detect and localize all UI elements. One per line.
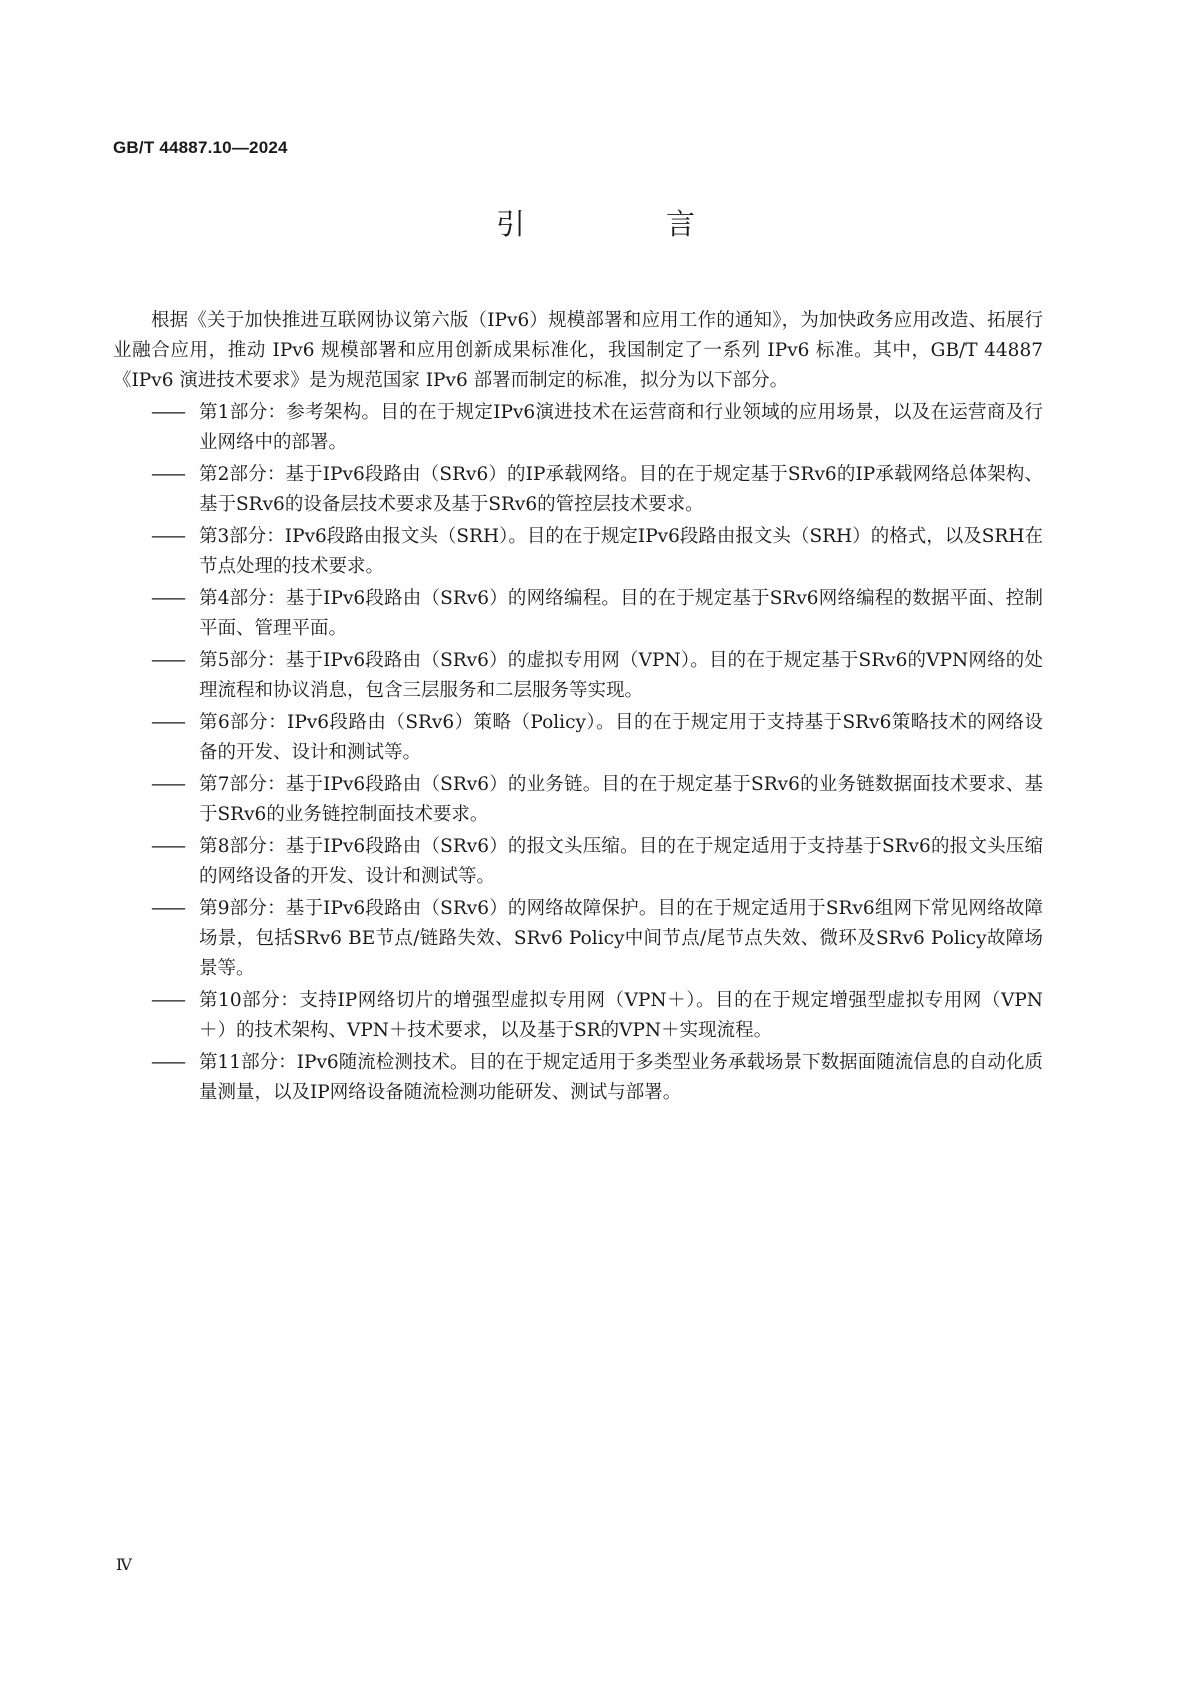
list-item — [113, 986, 1043, 1046]
list-dash: —— — [151, 588, 184, 609]
list-item — [113, 770, 1043, 830]
page-number: Ⅳ — [116, 1555, 131, 1574]
list-item-text: 第5部分：基于IPv6段路由（SRv6）的虚拟专用网（VPN）。目的在于规定基于SRv6的VPN网络的处理流程和协议消息，包含三层服务和二层服务等实现。 — [199, 650, 1043, 701]
list-item — [113, 894, 1043, 984]
list-item-text: 第7部分：基于IPv6段路由（SRv6）的业务链。目的在于规定基于SRv6的业务链数据面技术要求、基于SRv6的业务链控制面技术要求。 — [199, 774, 1043, 825]
list-item-text: 第3部分：IPv6段路由报文头（SRH）。目的在于规定IPv6段路由报文头（SRH）的格式，以及SRH在节点处理的技术要求。 — [199, 526, 1043, 577]
list-item — [113, 398, 1043, 458]
list-item-text: 第9部分：基于IPv6段路由（SRv6）的网络故障保护。目的在于规定适用于SRv6组网下常见网络故障场景，包括SRv6 BE节点/链路失效、SRv6 Policy中间节点/尾节点失效、微环及SRv6 Policy故障场景等。 — [199, 898, 1043, 979]
list-dash: —— — [151, 898, 184, 919]
list-dash: —— — [151, 650, 184, 671]
list-dash: —— — [151, 1052, 184, 1073]
list-item — [113, 1048, 1043, 1108]
list-dash: —— — [151, 712, 184, 733]
list-item-text: 第6部分：IPv6段路由（SRv6）策略（Policy）。目的在于规定用于支持基于SRv6策略技术的网络设备的开发、设计和测试等。 — [199, 712, 1043, 763]
page-title: 引 言 — [495, 207, 751, 241]
list-item — [113, 584, 1043, 644]
intro-paragraph: 根据《关于加快推进互联网协议第六版（IPv6）规模部署和应用工作的通知》，为加快政务应用改造、拓展行业融合应用，推动 IPv6 规模部署和应用创新成果标准化，我国制定了一系列 IPv6 标准。其中，GB/T 44887《IPv6 演进技术要求》是为规范国家 IPv6 部署而制定的标准，拟分为以下部分。 — [113, 310, 1043, 391]
document-body — [113, 306, 1043, 1110]
list-item-text: 第4部分：基于IPv6段路由（SRv6）的网络编程。目的在于规定基于SRv6网络编程的数据平面、控制平面、管理平面。 — [199, 588, 1043, 639]
list-dash: —— — [151, 836, 184, 857]
parts-list — [113, 398, 1043, 1108]
standard-code: GB/T 44887.10—2024 — [113, 138, 288, 157]
list-item — [113, 646, 1043, 706]
list-item — [113, 460, 1043, 520]
list-item-text: 第1部分：参考架构。目的在于规定IPv6演进技术在运营商和行业领域的应用场景，以及在运营商及行业网络中的部署。 — [199, 402, 1043, 453]
list-dash: —— — [151, 774, 184, 795]
list-item — [113, 832, 1043, 892]
list-item-text: 第10部分：支持IP网络切片的增强型虚拟专用网（VPN＋）。目的在于规定增强型虚拟专用网（VPN＋）的技术架构、VPN＋技术要求，以及基于SR的VPN＋实现流程。 — [199, 990, 1043, 1041]
list-item — [113, 708, 1043, 768]
list-item — [113, 522, 1043, 582]
list-item-text: 第8部分：基于IPv6段路由（SRv6）的报文头压缩。目的在于规定适用于支持基于SRv6的报文头压缩的网络设备的开发、设计和测试等。 — [199, 836, 1043, 887]
list-item-text: 第11部分：IPv6随流检测技术。目的在于规定适用于多类型业务承载场景下数据面随流信息的自动化质量测量，以及IP网络设备随流检测功能研发、测试与部署。 — [199, 1052, 1043, 1103]
list-item-text: 第2部分：基于IPv6段路由（SRv6）的IP承载网络。目的在于规定基于SRv6的IP承载网络总体架构、基于SRv6的设备层技术要求及基于SRv6的管控层技术要求。 — [199, 464, 1043, 515]
list-dash: —— — [151, 990, 184, 1011]
list-dash: —— — [151, 464, 184, 485]
list-dash: —— — [151, 526, 184, 547]
list-dash: —— — [151, 402, 184, 423]
